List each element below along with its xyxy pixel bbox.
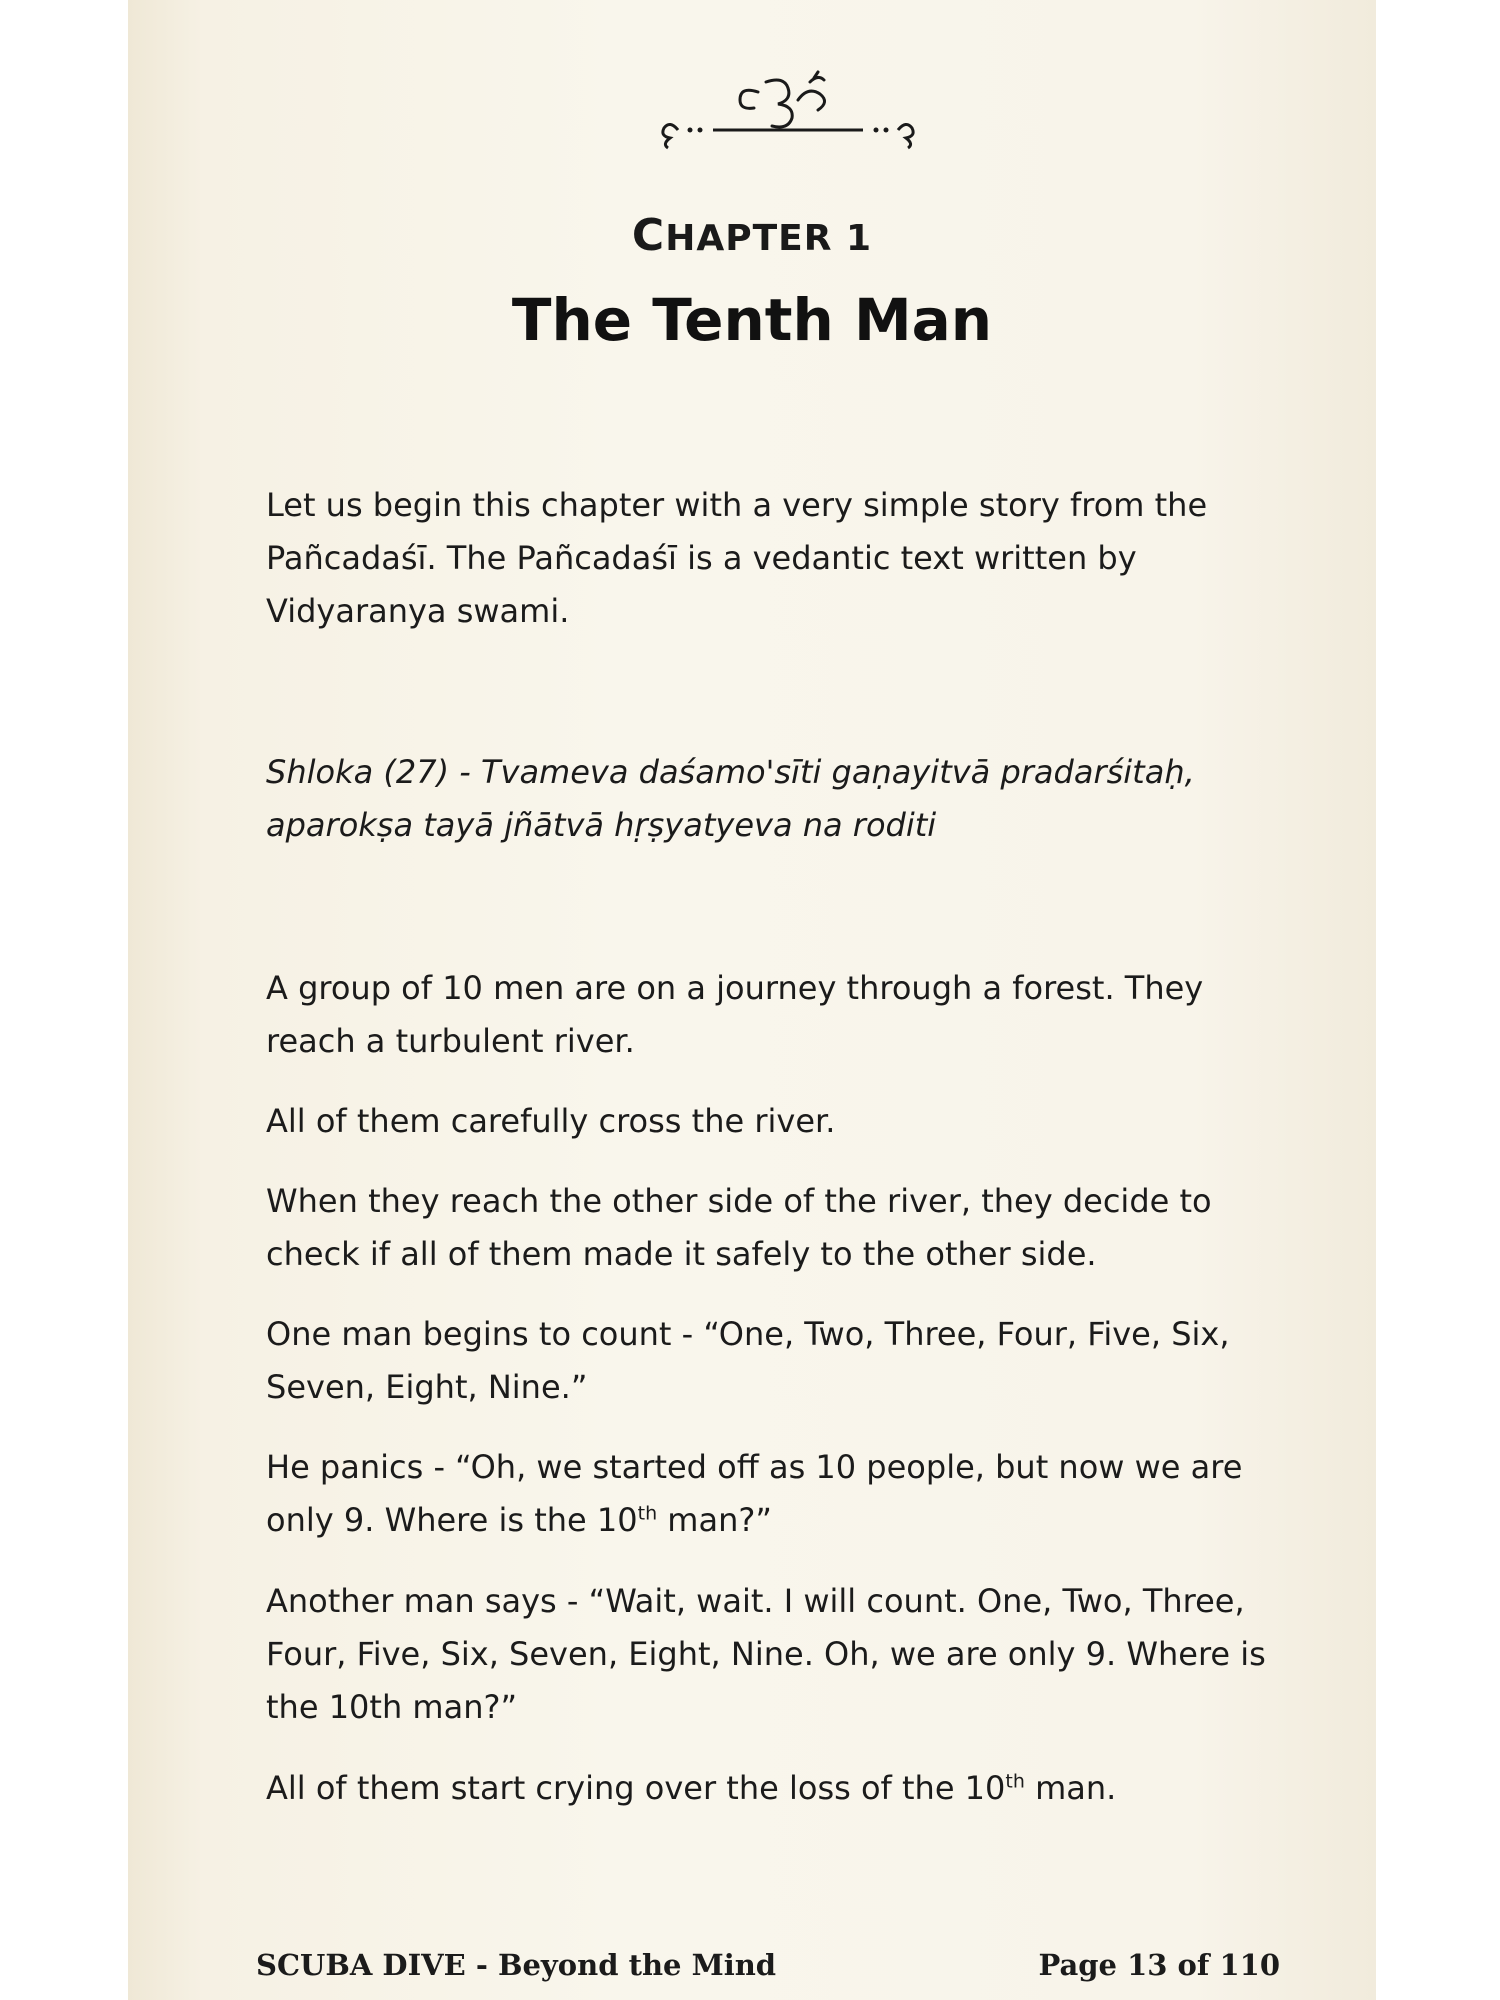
story-paragraph-7 [266, 1762, 1286, 1815]
ordinal-suffix: th [637, 1502, 658, 1525]
story-paragraph-5-text: He panics - “Oh, we started off as 10 people, but now we are only 9. Where is the 10 [266, 1448, 1243, 1539]
story-paragraph-7-end: man. [1024, 1769, 1117, 1807]
story-paragraph-6: Another man says - “Wait, wait. I will count. One, Two, Three, Four, Five, Six, Seven, Eight, Nine. Oh, we are only 9. Where is the 10th man?” [266, 1582, 1266, 1726]
chapter-label [128, 210, 1376, 261]
chapter-title: The Tenth Man [511, 286, 993, 354]
chapter-label-initial: C [631, 210, 666, 261]
story-paragraph-4: One man begins to count - “One, Two, Three, Four, Five, Six, Seven, Eight, Nine.” [266, 1315, 1230, 1406]
story-paragraph-2: All of them carefully cross the river. [266, 1102, 836, 1140]
om-ornament-icon [638, 70, 938, 150]
story-paragraph-7-text: All of them start crying over the loss of the 10 [266, 1769, 1006, 1807]
story-paragraph-3: When they reach the other side of the river, they decide to check if all of them made it safely to the other side. [266, 1182, 1212, 1273]
chapter-number: 1 [846, 218, 873, 259]
shloka-paragraph: Shloka (27) - Tvameva daśamo'sīti gaṇayitvā pradarśitaḥ, aparokṣa tayā jñātvā hṛṣyatyeva na roditi [266, 753, 1195, 844]
story-paragraph-5-end: man?” [657, 1501, 772, 1539]
story-paragraph-1: A group of 10 men are on a journey through a forest. They reach a turbulent river. [266, 969, 1204, 1060]
footer-book-title: SCUBA DIVE - Beyond the Mind [256, 1948, 777, 1982]
footer-page-number: Page 13 of 110 [1038, 1948, 1280, 1982]
book-page [128, 0, 1376, 2000]
chapter-label-rest: HAPTER [665, 218, 833, 259]
intro-paragraph: Let us begin this chapter with a very simple story from the Pañcadaśī. The Pañcadaśī is a vedantic text written by Vidyaranya swami. [266, 486, 1208, 630]
story-paragraph-5 [266, 1441, 1286, 1547]
ordinal-suffix: th [1005, 1770, 1025, 1793]
